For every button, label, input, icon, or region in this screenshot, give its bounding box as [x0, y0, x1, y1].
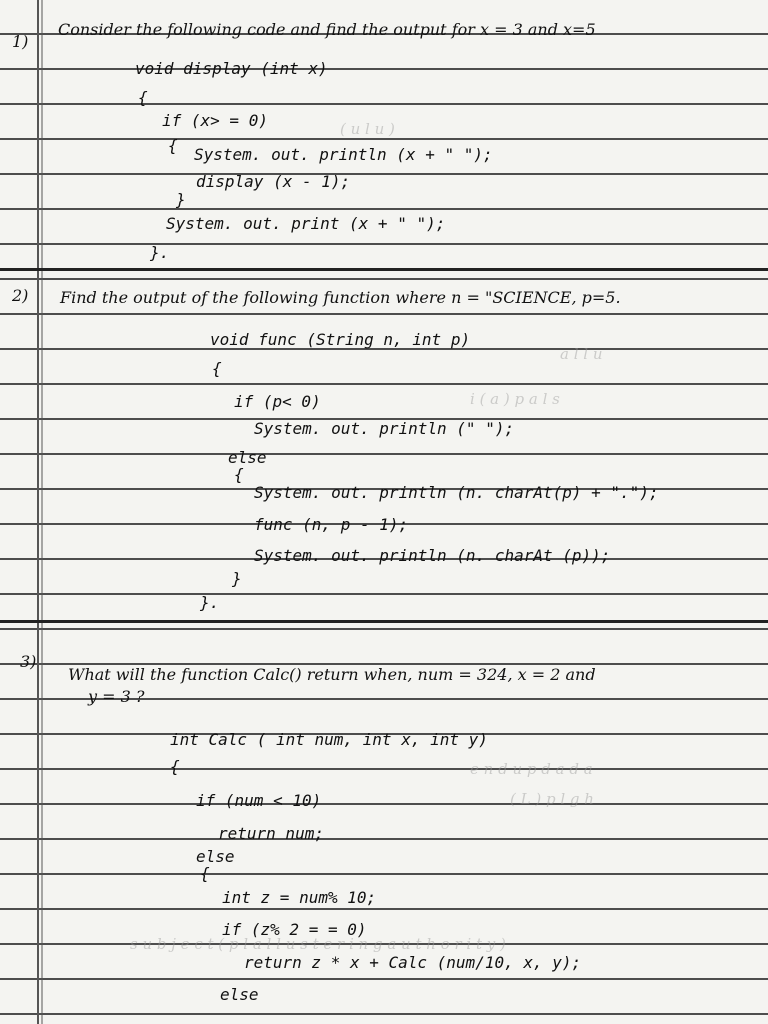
section-divider [0, 620, 768, 623]
left-margin-line [37, 0, 39, 1024]
question-number: 2) [12, 286, 29, 305]
code-line: return z * x + Calc (num/10, x, y); [244, 953, 582, 972]
code-line: return num; [218, 824, 324, 843]
code-line: { [170, 757, 180, 776]
code-line: System. out. print (x + " "); [166, 214, 446, 233]
code-line: System. out. println (x + " "); [194, 145, 493, 164]
code-line: }. [150, 243, 170, 262]
code-line: System. out. println (n. charAt (p)); [254, 546, 611, 565]
code-line: if (x> = 0) [162, 111, 268, 130]
code-line: int z = num% 10; [222, 888, 377, 907]
code-line: } [232, 569, 242, 588]
code-line: }. [200, 593, 220, 612]
code-line: if (p< 0) [234, 392, 321, 411]
code-line: if (num < 10) [196, 791, 322, 810]
code-line: else [196, 847, 235, 866]
code-line: if (z% 2 = = 0) [222, 920, 367, 939]
show-through-text: ( u l u ) [340, 120, 395, 138]
show-through-text: e n d u p d a d a [470, 760, 593, 778]
left-margin-line-2 [41, 0, 43, 1024]
show-through-text: ( L ) p l g h [510, 790, 594, 808]
question-prompt-continued: y = 3 ? [88, 687, 145, 706]
question-number: 1) [12, 32, 29, 51]
code-line: System. out. println (" "); [254, 419, 515, 438]
code-line: System. out. println (n. charAt(p) + "."); [254, 483, 659, 502]
code-line: { [200, 864, 210, 883]
code-line: void func (String n, int p) [210, 330, 471, 349]
show-through-text: a l l u [560, 345, 603, 363]
code-line: { [168, 136, 178, 155]
code-line: } [176, 190, 186, 209]
show-through-text: i ( a ) p a l s [470, 390, 560, 408]
code-line: else [228, 448, 267, 467]
code-line: { [138, 88, 148, 107]
code-line: int Calc ( int num, int x, int y) [170, 730, 488, 749]
code-line: else [220, 985, 259, 1004]
show-through-text: s u b j e c t ( p l a l l u s t e r i n g a u t h o r i t y ) [130, 935, 506, 953]
question-number: 3) [20, 652, 37, 671]
code-line: { [234, 465, 244, 484]
code-line: display (x - 1); [196, 172, 351, 191]
code-line: { [212, 359, 222, 378]
question-prompt: Find the output of the following function where n = "SCIENCE, p=5. [60, 288, 621, 307]
question-prompt: Consider the following code and find the output for x = 3 and x=5 [58, 20, 596, 39]
question-prompt: What will the function Calc() return when, num = 324, x = 2 and [68, 665, 596, 684]
code-line: func (n, p - 1); [254, 515, 409, 534]
code-line: void display (int x) [135, 59, 328, 78]
section-divider [0, 268, 768, 271]
